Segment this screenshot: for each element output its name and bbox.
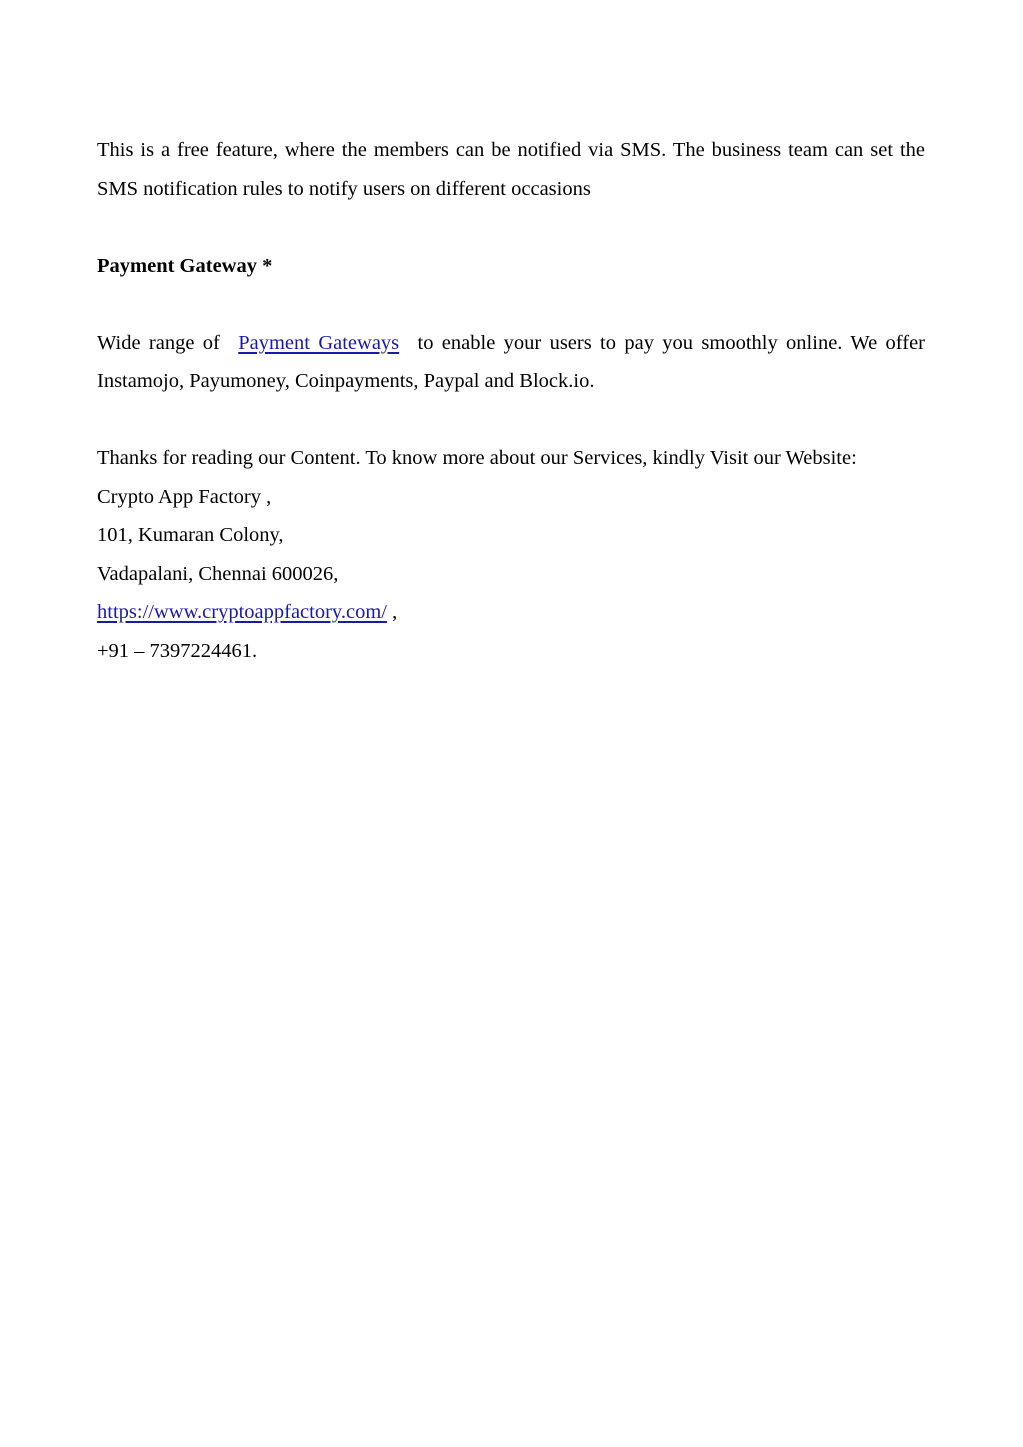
spacer [97,401,925,440]
contact-intro-paragraph: Thanks for reading our Content. To know more about our Services, kindly Visit our Website: [97,447,857,469]
document-page [97,131,925,670]
company-name: Crypto App Factory , [97,485,272,508]
spacer [97,285,925,324]
address-line-1: 101, Kumaran Colony, [97,524,284,546]
payment-gateway-paragraph [97,324,925,401]
address-line-2: Vadapalani, Chennai 600026, [97,562,339,585]
website-line [97,593,925,632]
payment-text-after-link: to enable your users to pay you smoothly online. We offer Instamojo, Payumoney, Coinpayments, Paypal and Block.io. [97,331,926,392]
phone-number: +91 – 7397224461. [97,639,258,662]
website-suffix: , [386,601,398,623]
payment-gateway-heading: Payment Gateway * [97,254,273,277]
website-link[interactable]: https://www.cryptoappfactory.com/ [97,601,387,623]
payment-text-before-link: Wide range of [97,331,220,354]
sms-feature-paragraph: This is a free feature, where the members can be notified via SMS. The business team can set the SMS notification rules to notify users on different occasions [97,139,925,200]
spacer [97,208,925,247]
payment-gateways-link[interactable]: Payment Gateways [238,331,400,354]
